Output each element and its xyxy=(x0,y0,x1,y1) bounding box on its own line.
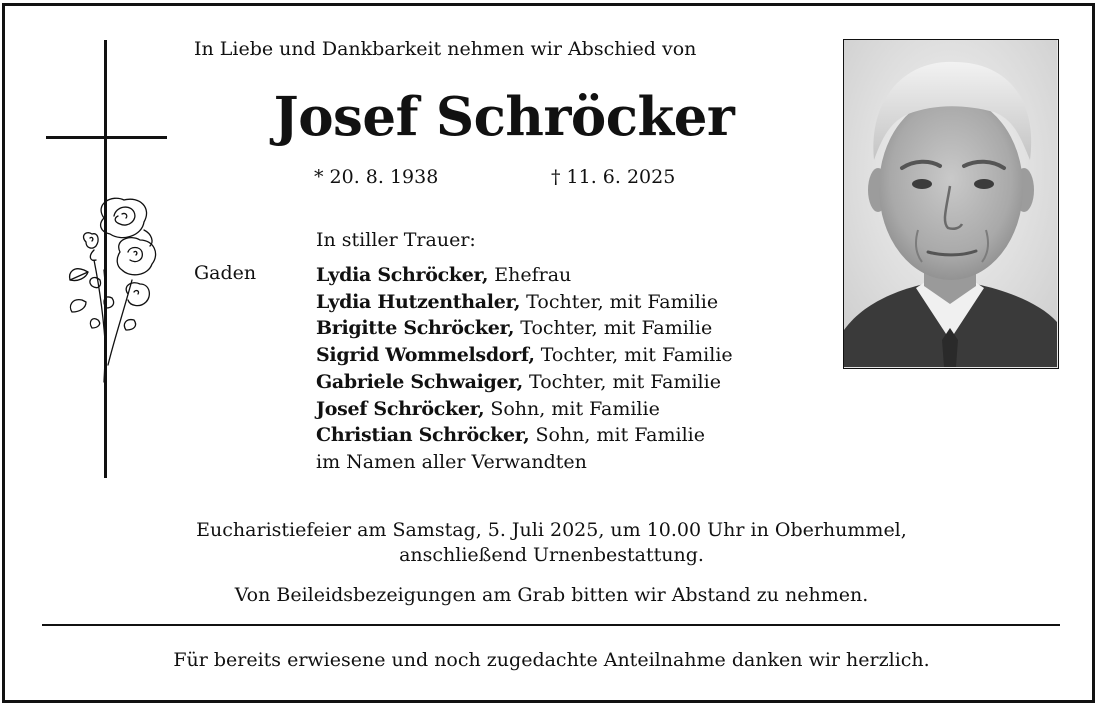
list-item xyxy=(316,369,733,396)
mourner-relation: Ehefrau xyxy=(488,264,572,286)
birth-date: * 20. 8. 1938 xyxy=(314,166,439,188)
list-item xyxy=(316,342,733,369)
thanks-line: Für bereits erwiesene und noch zugedachte Anteilnahme danken wir herzlich. xyxy=(173,649,930,671)
rose-bouquet-icon xyxy=(64,190,164,385)
mourner-relation: Sohn, mit Familie xyxy=(529,424,705,447)
mourner-closing: im Namen aller Verwandten xyxy=(316,450,587,473)
service-line-1: Eucharistiefeier am Samstag, 5. Juli 2025, um 10.00 Uhr in Oberhummel, xyxy=(196,519,907,541)
mourner-name: Lydia Schröcker, xyxy=(316,264,489,286)
list-item xyxy=(316,396,733,423)
mourner-name: Sigrid Wommelsdorf, xyxy=(316,344,535,367)
list-item xyxy=(316,422,733,449)
service-line-2: anschließend Urnenbestattung. xyxy=(399,544,704,566)
divider xyxy=(42,624,1060,626)
mourner-relation: Tochter, mit Familie xyxy=(522,370,721,393)
mourner-relation: Tochter, mit Familie xyxy=(520,290,719,313)
list-item xyxy=(316,315,733,342)
mourner-relation: Tochter, mit Familie xyxy=(514,317,713,340)
intro-text: In Liebe und Dankbarkeit nehmen wir Abschied von xyxy=(194,38,697,60)
mourner-name: Josef Schröcker, xyxy=(316,397,485,420)
list-item xyxy=(316,289,733,316)
portrait-photo xyxy=(843,39,1059,369)
mourner-name: Gabriele Schwaiger, xyxy=(316,370,523,393)
condolence-note: Von Beileidsbezeigungen am Grab bitten wir Abstand zu nehmen. xyxy=(234,584,869,606)
cross-horizontal-bar xyxy=(46,136,167,139)
list-item xyxy=(316,262,733,289)
place-name: Gaden xyxy=(194,262,257,284)
mourner-name: Christian Schröcker, xyxy=(316,424,530,447)
mourner-name: Lydia Hutzenthaler, xyxy=(316,290,521,313)
mourner-list xyxy=(316,262,733,476)
mourner-relation: Tochter, mit Familie xyxy=(534,344,733,367)
deceased-name: Josef Schröcker xyxy=(273,86,735,148)
mourner-name: Brigitte Schröcker, xyxy=(316,317,515,340)
mourning-heading: In stiller Trauer: xyxy=(316,229,476,251)
death-date: † 11. 6. 2025 xyxy=(551,166,676,188)
mourner-relation: Sohn, mit Familie xyxy=(484,397,660,420)
